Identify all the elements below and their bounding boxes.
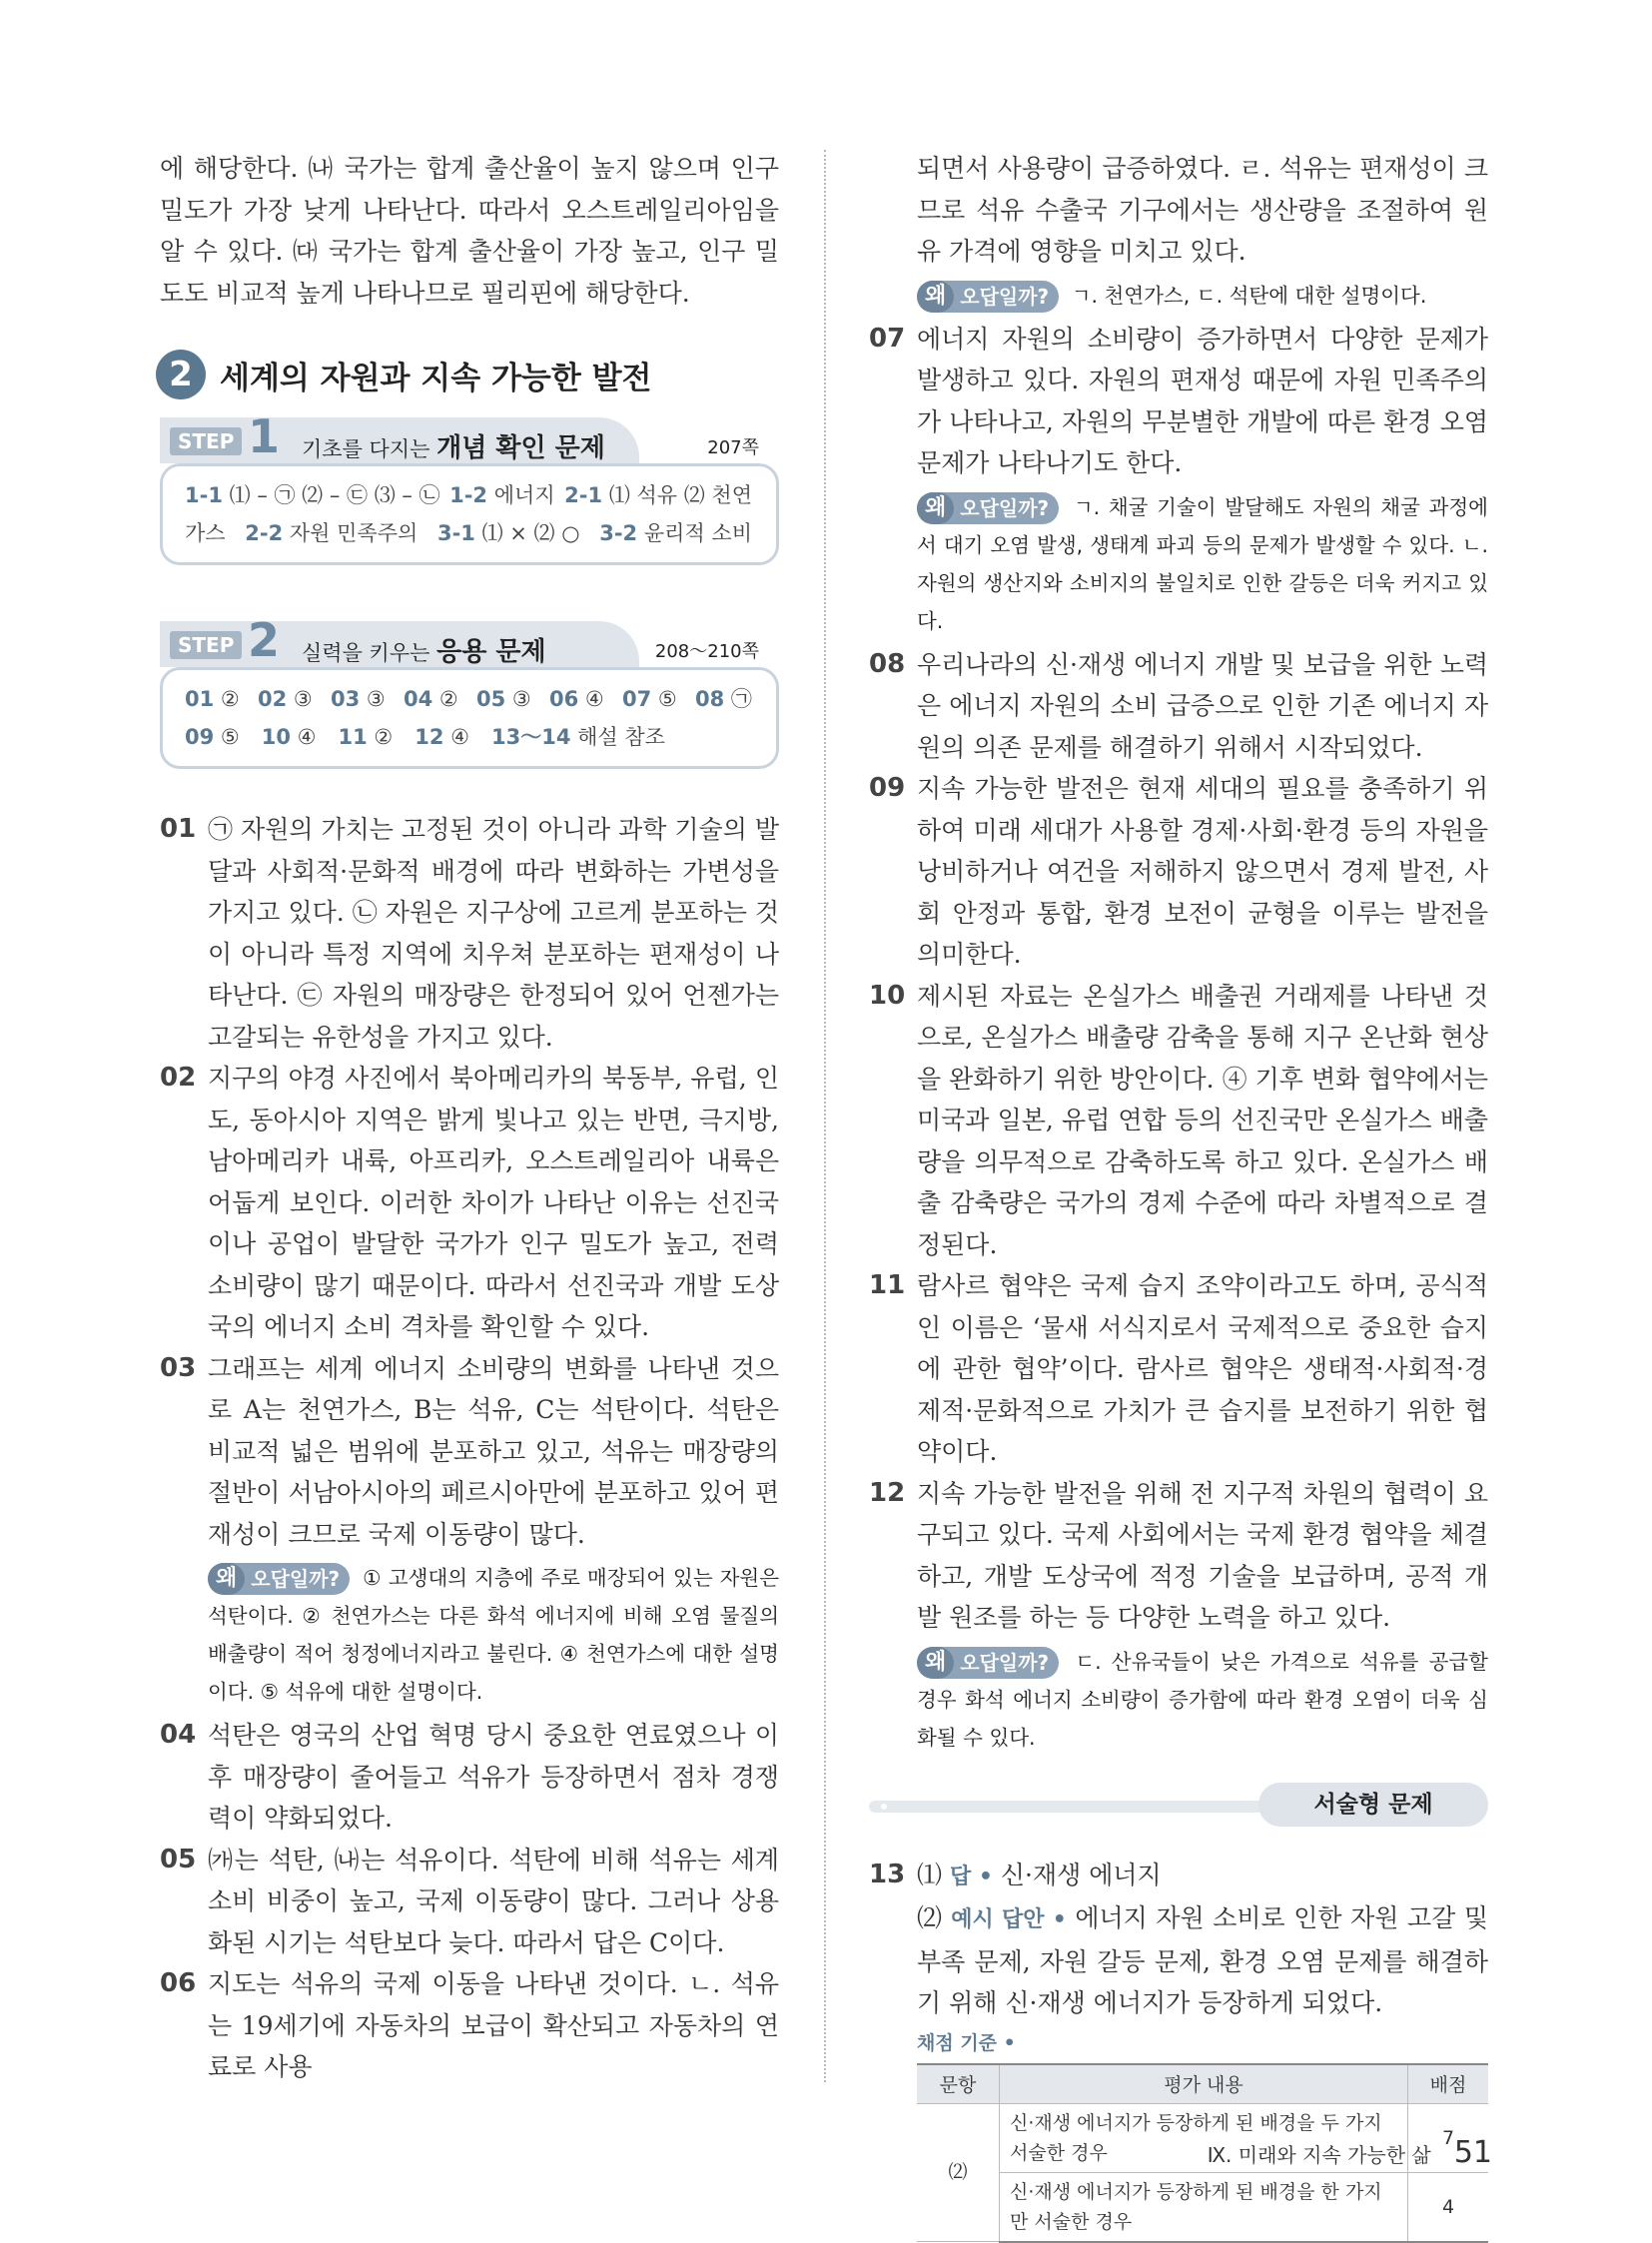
header-content: 평가 내용 xyxy=(1000,2064,1408,2104)
answer-item: 1-2 에너지 xyxy=(449,483,555,507)
answer-item: 08 ㉠ xyxy=(695,687,752,711)
question-number: 06 xyxy=(160,1968,197,1998)
page-number: 51 xyxy=(1453,2135,1492,2170)
question-text: 지구의 야경 사진에서 북아메리카의 북동부, 유럽, 인도, 동아시아 지역은 밝게 빛나고 있는 반면, 극지방, 남아메리카 내륙, 아프리카, 오스트레일리아 내륙은 어둡게 보인다. 이러한 차이가 나타난 이유는 선진국이나 공업이 발달한 국가가 인구 밀도가 높고, 전력 소비량이 많기 때문이다. 따라서 선진국과 개발 도상국의 에너지 소비 격차를 확인할 수 있다. xyxy=(208,1064,779,1341)
wrong-answer-note: 왜 오답일까? ㄷ. 산유국들이 낮은 가격으로 석유를 공급할 경우 화석 에너지 소비량이 증가함에 따라 환경 오염이 더욱 심화될 수 있다. xyxy=(917,1643,1488,1757)
answer-item: 07 ⑤ xyxy=(622,687,677,711)
question-08 xyxy=(869,644,1488,769)
question-number: 12 xyxy=(869,1477,906,1508)
step1-answer-row xyxy=(185,514,756,552)
question-number: 08 xyxy=(869,648,906,679)
step2-block xyxy=(160,615,779,769)
question-01 xyxy=(160,809,779,1058)
question-text: 람사르 협약은 국제 습지 조약이라고도 하며, 공식적인 이름은 ‘물새 서식지로서 국제적으로 중요한 습지에 관한 협약’이다. 람사르 협약은 생태적·사회적·경제적·문화적으로 가치가 큰 습지를 보전하기 위한 협약이다. xyxy=(917,1271,1488,1466)
question-number: 02 xyxy=(160,1063,197,1093)
question-number: 03 xyxy=(160,1352,197,1383)
right-column xyxy=(869,148,1488,2243)
question-09 xyxy=(869,768,1488,976)
answer-item: 13～14 해설 참조 xyxy=(491,725,665,749)
question-text: ㉠ 자원의 가치는 고정된 것이 아니라 과학 기술의 발달과 사회적·문화적 배경에 따라 변화하는 가변성을 가지고 있다. ㉡ 자원은 지구상에 고르게 분포하는 것이 아니라 특정 지역에 치우쳐 분포하는 편재성이 나타난다. ㉢ 자원의 매장량은 한정되어 있어 언젠가는 고갈되는 유한성을 가지고 있다. xyxy=(208,815,779,1052)
why-wrong-badge: 왜 오답일까? xyxy=(208,1563,350,1595)
question-03 xyxy=(160,1348,779,1712)
answer-item: 2-2 자원 민족주의 xyxy=(245,521,418,545)
step2-pages: 208～210쪽 xyxy=(654,641,759,662)
question-10 xyxy=(869,976,1488,1266)
answer-item: 02 ③ xyxy=(258,687,313,711)
question-number: 05 xyxy=(160,1844,197,1874)
question-02 xyxy=(160,1058,779,1348)
question-06-continued xyxy=(869,148,1488,315)
section-title: 세계의 자원과 지속 가능한 발전 xyxy=(220,360,652,396)
step1-number: 1 xyxy=(248,409,281,463)
score-cell: 7 xyxy=(1408,2103,1489,2172)
answer-item: 09 ⑤ xyxy=(185,725,240,749)
wrong-answer-note: 왜 오답일까? ① 고생대의 지층에 주로 매장되어 있는 자원은 석탄이다. ② 천연가스는 다른 화석 에너지에 비해 오염 물질의 배출량이 적어 청정에너지라고 불린다. ④ 천연가스에 대한 설명이다. ⑤ 석유에 대한 설명이다. xyxy=(208,1559,779,1711)
question-text: 제시된 자료는 온실가스 배출권 거래제를 나타낸 것으로, 온실가스 배출량 감축을 통해 지구 온난화 현상을 완화하기 위한 방안이다. ④ 기후 변화 협약에서는 미국과 일본, 유럽 연합 등의 선진국만 온실가스 배출량을 의무적으로 감축하도록 하고 있다. 온실가스 배출 감축량은 국가의 경제 수준에 따라 차별적으로 결정된다. xyxy=(917,981,1488,1259)
header-dot xyxy=(881,1804,887,1810)
content-cell: 신·재생 에너지가 등장하게 된 배경을 두 가지 서술한 경우 xyxy=(1000,2103,1408,2172)
question-05 xyxy=(160,1840,779,1964)
question-text: 에너지 자원의 소비량이 증가하면서 다양한 문제가 발생하고 있다. 자원의 편재성 때문에 자원 민족주의가 나타나고, 자원의 무분별한 개발에 따른 환경 오염 문제가 나타나기도 한다. xyxy=(917,324,1488,477)
answer-item: 01 ② xyxy=(185,687,240,711)
step1-tab xyxy=(160,411,779,463)
content-cell: 신·재생 에너지가 등장하게 된 배경을 한 가지만 서술한 경우 xyxy=(1000,2172,1408,2242)
question-text: 지도는 석유의 국제 이동을 나타낸 것이다. ㄴ. 석유는 19세기에 자동차의 보급이 확산되고 자동차의 연료로 사용 xyxy=(208,1969,779,2081)
step1-subtitle: 기초를 다지는 개념 확인 문제 xyxy=(302,433,605,463)
question-number: 07 xyxy=(869,323,906,354)
question-number: 09 xyxy=(869,773,906,803)
question-06 xyxy=(160,1963,779,2088)
step2-tab xyxy=(160,615,779,667)
section-number-badge: 2 xyxy=(156,350,206,399)
answer-item: 1-1 ⑴ – ㉠ ⑵ – ㉢ ⑶ – ㉡ xyxy=(185,483,440,507)
score-cell: 4 xyxy=(1408,2172,1489,2242)
question-text: ㈎는 석탄, ㈏는 석유이다. 석탄에 비해 석유는 세계 소비 비중이 높고, 국제 이동량이 많다. 그러나 상용화된 시기는 석탄보다 늦다. 따라서 답은 C이다. xyxy=(208,1845,779,1957)
column-divider xyxy=(824,150,826,2082)
step1-answer-box xyxy=(160,463,779,565)
why-wrong-badge: 왜 오답일까? xyxy=(917,492,1059,524)
answer-item: 10 ④ xyxy=(261,725,317,749)
intro-paragraph: 에 해당한다. ㈏ 국가는 합계 출산율이 높지 않으며 인구 밀도가 가장 낮게 나타난다. 따라서 오스트레일리아임을 알 수 있다. ㈐ 국가는 합계 출산율이 가장 높고, 인구 밀도도 비교적 높게 나타나므로 필리핀에 해당한다. xyxy=(160,154,779,308)
left-column xyxy=(160,148,779,2088)
question-number: 01 xyxy=(160,814,197,844)
step1-answer-row xyxy=(185,476,756,514)
step2-answer-box xyxy=(160,667,779,769)
question-number: 13 xyxy=(869,1859,906,1889)
question-13 xyxy=(869,1855,1488,2024)
question-text: 석탄은 영국의 산업 혁명 당시 중요한 연료였으나 이후 매장량이 줄어들고 석유가 등장하면서 점차 경쟁력이 약화되었다. xyxy=(208,1721,779,1833)
question-text: 그래프는 세계 에너지 소비량의 변화를 나타낸 것으로 A는 천연가스, B는 석유, C는 석탄이다. 석탄은 비교적 넓은 범위에 분포하고 있고, 석유는 매장량의 절반이 서남아시아의 페르시아만에 분포하고 있어 편재성이 크므로 국제 이동량이 많다. xyxy=(208,1353,779,1549)
question-text: 지속 가능한 발전은 현재 세대의 필요를 충족하기 위하여 미래 세대가 사용할 경제·사회·환경 등의 자원을 낭비하거나 여건을 저해하지 않으면서 경제 발전, 사회 안정과 통합, 환경 보전이 균형을 이루는 발전을 의미한다. xyxy=(917,774,1488,969)
question-04 xyxy=(160,1715,779,1840)
answer-item: 03 ③ xyxy=(331,687,386,711)
question-12 xyxy=(869,1473,1488,1757)
section-heading xyxy=(156,350,779,399)
answer-item: 11 ② xyxy=(338,725,394,749)
step1-pages: 207쪽 xyxy=(707,437,759,458)
wrong-answer-note: 왜 오답일까? ㄱ. 천연가스, ㄷ. 석탄에 대한 설명이다. xyxy=(917,277,1488,315)
step2-subtitle: 실력을 키우는 응용 문제 xyxy=(302,637,546,667)
question-number: 10 xyxy=(869,980,906,1011)
grading-table-header xyxy=(917,2064,1488,2104)
step1-block xyxy=(160,411,779,565)
page-footer xyxy=(1208,2135,1492,2170)
question-number: 11 xyxy=(869,1270,906,1300)
wrong-answer-note: 왜 오답일까? ㄱ. 채굴 기술이 발달해도 자원의 채굴 과정에서 대기 오염 발생, 생태계 파괴 등의 문제가 발생할 수 있다. ㄴ. 자원의 생산지와 소비지의 불일치로 인한 갈등은 더욱 커지고 있다. xyxy=(917,488,1488,640)
essay-section-title: 서술형 문제 xyxy=(1258,1783,1488,1827)
question-text: 우리나라의 신·재생 에너지 개발 및 보급을 위한 노력은 에너지 자원의 소비 급증으로 인한 기존 에너지 자원의 의존 문제를 해결하기 위해서 시작되었다. xyxy=(917,649,1488,762)
why-wrong-badge: 왜 오답일까? xyxy=(917,1647,1059,1679)
answer-item: 가스 xyxy=(185,521,226,545)
answer-item: 12 ④ xyxy=(414,725,469,749)
question-text: 되면서 사용량이 급증하였다. ㄹ. 석유는 편재성이 크므로 석유 수출국 기구에서는 생산량을 조절하여 원유 가격에 영향을 미치고 있다. xyxy=(917,154,1488,266)
answer-item: 2-1 ⑴ 석유 ⑵ 천연 xyxy=(564,483,752,507)
table-row xyxy=(917,2172,1488,2242)
answer-item: 3-2 윤리적 소비 xyxy=(599,521,752,545)
step2-answer-row xyxy=(185,718,756,756)
question-11 xyxy=(869,1265,1488,1473)
question-13-part1: ⑴ 답 • 신·재생 에너지 xyxy=(917,1860,1162,1889)
header-score: 배점 xyxy=(1408,2064,1489,2104)
step2-number: 2 xyxy=(248,613,281,667)
question-number: 04 xyxy=(160,1720,197,1750)
question-13-part2: ⑵ 예시 답안 • 에너지 자원 소비로 인한 자원 고갈 및 부족 문제, 자원 갈등 문제, 환경 오염 문제를 해결하기 위해 신·재생 에너지가 등장하게 되었다. xyxy=(917,1903,1488,2017)
answer-item: 06 ④ xyxy=(549,687,604,711)
answer-item: 04 ② xyxy=(404,687,458,711)
answer-item: 05 ③ xyxy=(476,687,531,711)
step1-label: STEP xyxy=(170,427,242,455)
chapter-title: Ⅸ. 미래와 지속 가능한 삶 xyxy=(1207,2143,1431,2167)
question-text: 지속 가능한 발전을 위해 전 지구적 차원의 협력이 요구되고 있다. 국제 사회에서는 국제 환경 협약을 체결하고, 개발 도상국에 적정 기술을 보급하며, 공적 개발 원조를 하는 등 다양한 노력을 하고 있다. xyxy=(917,1478,1488,1632)
answer-item: 3-1 ⑴ × ⑵ ○ xyxy=(436,521,580,545)
step2-label: STEP xyxy=(170,631,242,659)
essay-section-header xyxy=(869,1783,1488,1831)
why-wrong-badge: 왜 오답일까? xyxy=(917,281,1059,313)
step2-answer-row xyxy=(185,680,756,718)
question-07 xyxy=(869,319,1488,640)
header-item: 문항 xyxy=(917,2064,1000,2104)
grading-criteria-label: 채점 기준 • xyxy=(917,2031,1016,2054)
item-cell: ⑵ xyxy=(917,2103,1000,2242)
